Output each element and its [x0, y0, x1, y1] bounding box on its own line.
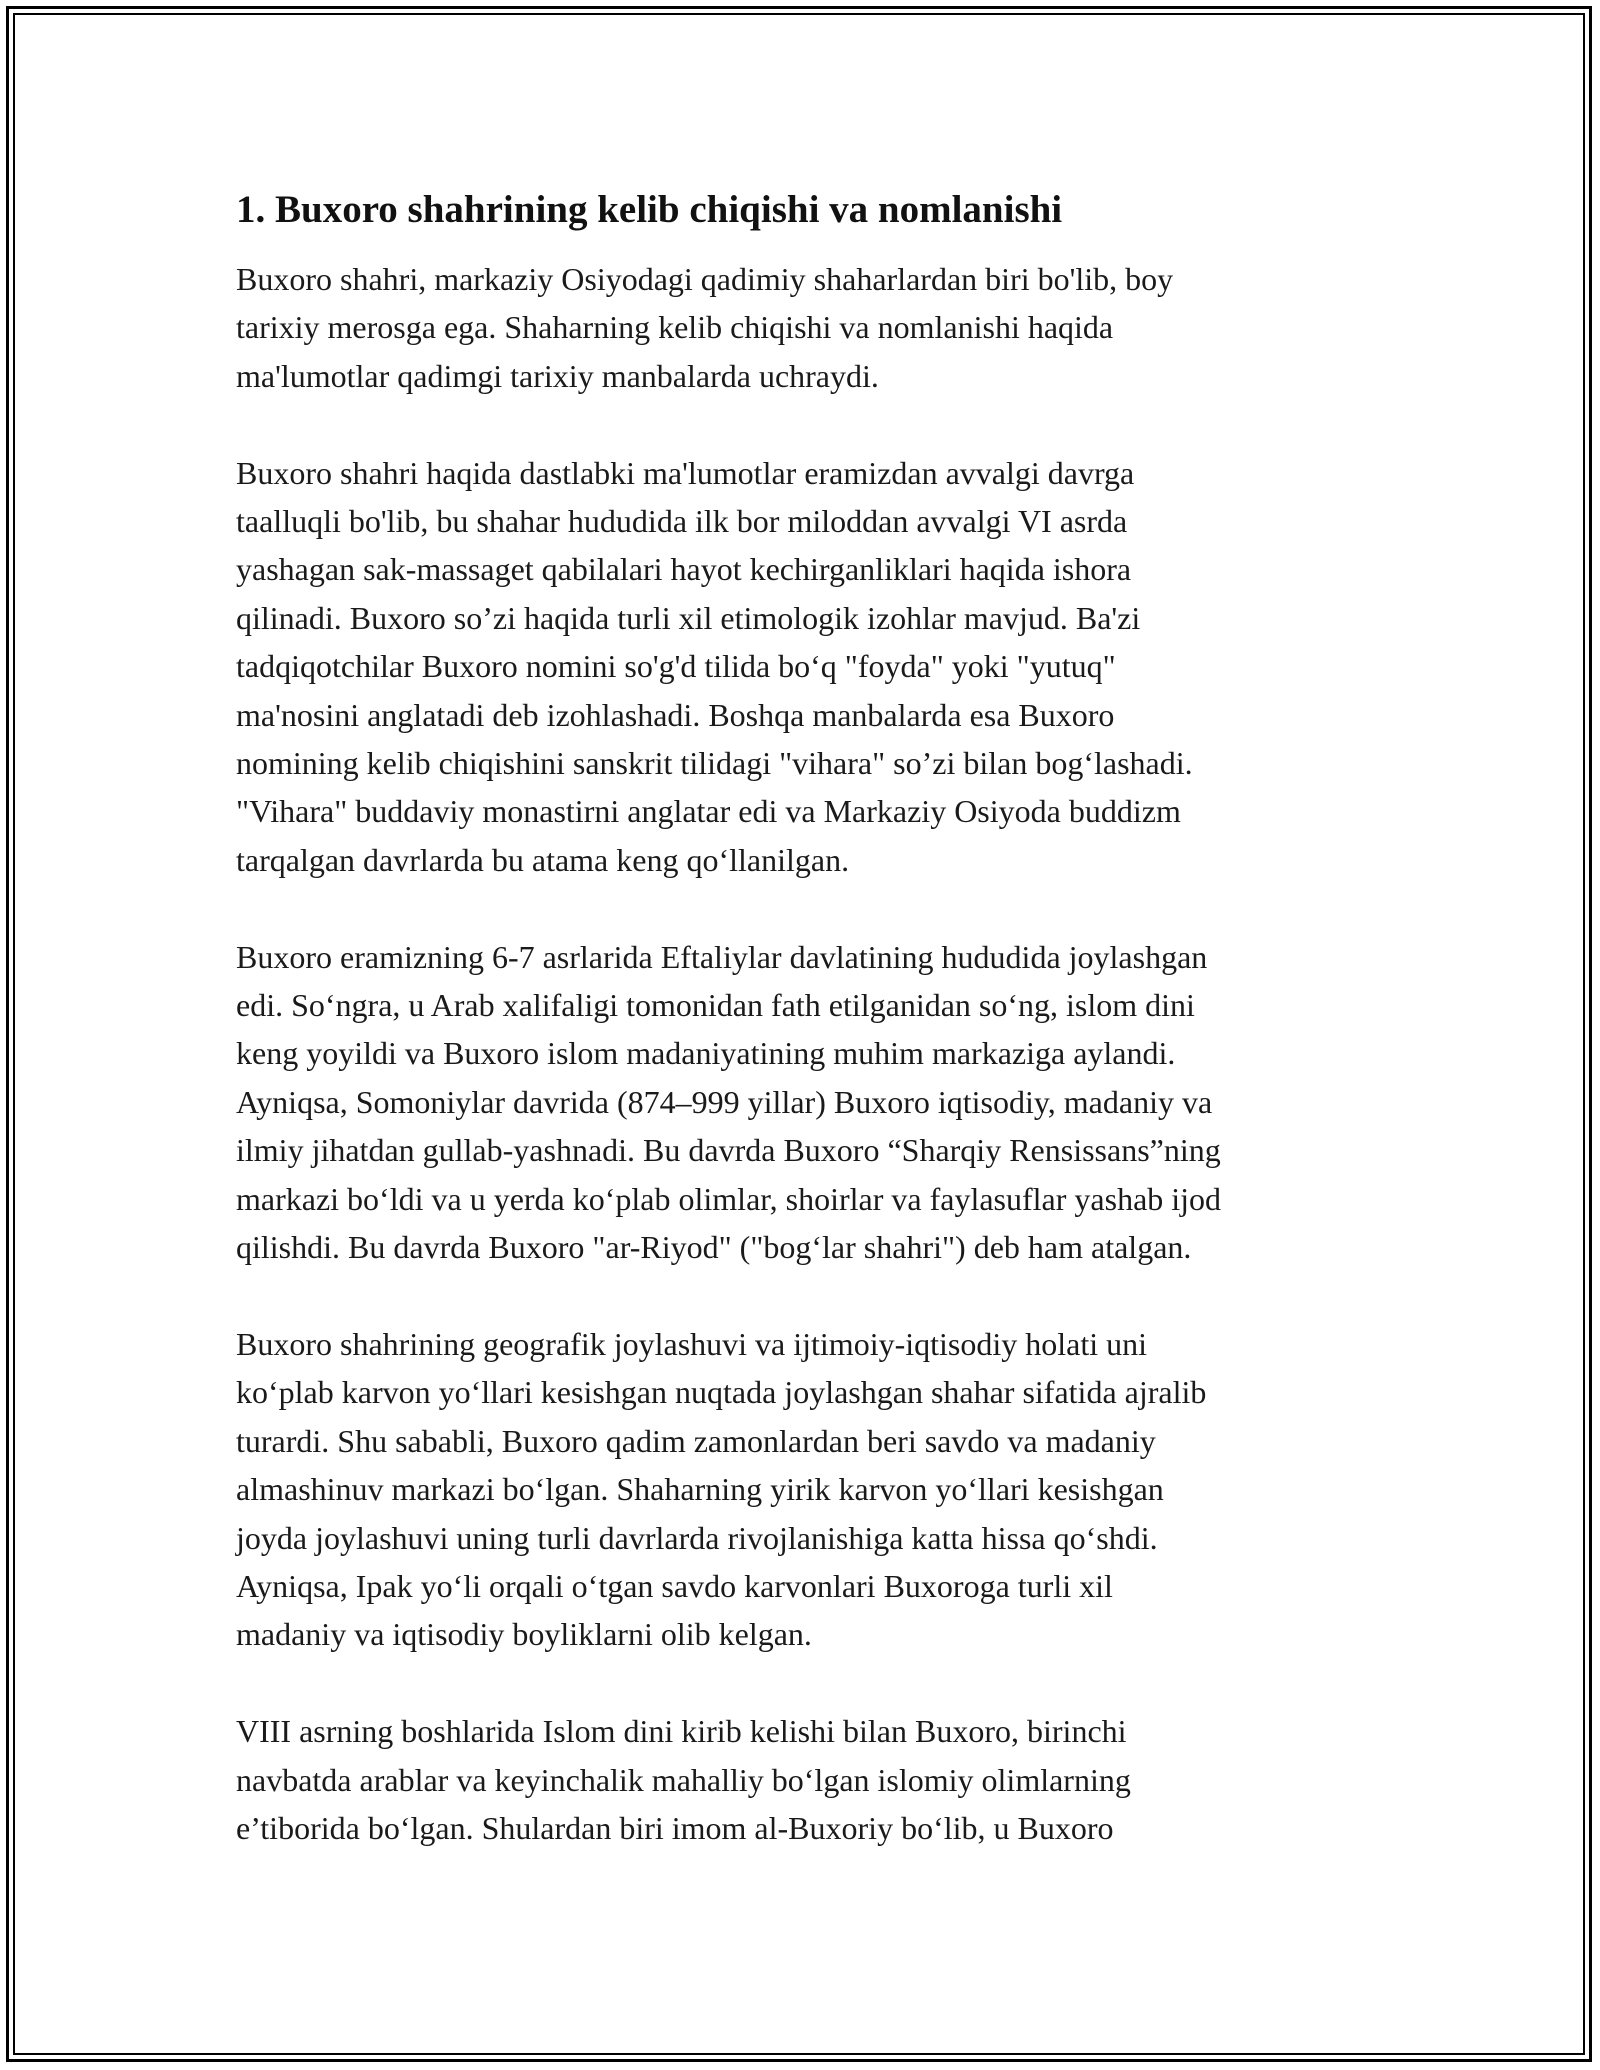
text-line: Buxoro shahri haqida dastlabki ma'lumotlar eramizdan avvalgi davrga — [236, 454, 1135, 491]
document-body — [236, 186, 1386, 1901]
text-line: ma'nosini anglatadi deb izohlashadi. Boshqa manbalarda esa Buxoro — [236, 696, 1115, 733]
text-line: "Vihara" buddaviy monastirni anglatar edi va Markaziy Osiyoda buddizm — [236, 793, 1181, 830]
text-line: taalluqli bo'lib, bu shahar hududida ilk bor miloddan avvalgi VI asrda — [236, 503, 1128, 540]
text-line: e’tiborida bo‘lgan. Shulardan biri imom al-Buxoriy bo‘lib, u Buxoro — [236, 1809, 1114, 1846]
text-line: Ayniqsa, Ipak yo‘li orqali o‘tgan savdo karvonlari Buxoroga turli xil — [236, 1567, 1113, 1604]
text-line: joyda joylashuvi uning turli davrlarda rivojlanishiga katta hissa qo‘shdi. — [236, 1519, 1158, 1556]
paragraph-3 — [236, 933, 1386, 1272]
paragraph-4 — [236, 1320, 1386, 1659]
text-line: yashagan sak-massaget qabilalari hayot kechirganliklari haqida ishora — [236, 551, 1132, 588]
text-line: Buxoro shahrining geografik joylashuvi va ijtimoiy-iqtisodiy holati uni — [236, 1325, 1148, 1362]
paragraph-2 — [236, 449, 1386, 885]
text-line: tadqiqotchilar Buxoro nomini so'g'd tilida bo‘q "foyda" yoki "yutuq" — [236, 648, 1116, 685]
text-line: ko‘plab karvon yo‘llari kesishgan nuqtada joylashgan shahar sifatida ajralib — [236, 1374, 1207, 1411]
text-line: nomining kelib chiqishini sanskrit tilidagi "vihara" so’zi bilan bog‘lashadi. — [236, 745, 1193, 782]
text-line: qilinadi. Buxoro so’zi haqida turli xil etimologik izohlar mavjud. Ba'zi — [236, 599, 1141, 636]
text-line: markazi bo‘ldi va u yerda ko‘plab olimlar, shoirlar va faylasuflar yashab ijod — [236, 1180, 1222, 1217]
text-line: Buxoro shahri, markaziy Osiyodagi qadimiy shaharlardan biri bo'lib, boy — [236, 261, 1174, 297]
text-line: navbatda arablar va keyinchalik mahalliy bo‘lgan islomiy olimlarning — [236, 1761, 1131, 1798]
text-line: ma'lumotlar qadimgi tarixiy manbalarda uchraydi. — [236, 357, 879, 394]
text-line: VIII asrning boshlarida Islom dini kirib kelishi bilan Buxoro, birinchi — [236, 1713, 1127, 1750]
text-line: keng yoyildi va Buxoro islom madaniyatining muhim markaziga aylandi. — [236, 1035, 1176, 1072]
text-line: ilmiy jihatdan gullab-yashnadi. Bu davrda Buxoro “Sharqiy Rensissans”ning — [236, 1132, 1221, 1169]
text-line: Ayniqsa, Somoniylar davrida (874–999 yillar) Buxoro iqtisodiy, madaniy va — [236, 1083, 1213, 1120]
paragraph-1 — [236, 255, 1386, 400]
paragraph-5 — [236, 1707, 1386, 1852]
text-line: madaniy va iqtisodiy boyliklarni olib kelgan. — [236, 1616, 812, 1653]
text-line: tarqalgan davrlarda bu atama keng qo‘llanilgan. — [236, 841, 850, 878]
text-line: Buxoro eramizning 6-7 asrlarida Eftaliylar davlatining hududida joylashgan — [236, 938, 1208, 975]
text-line: qilishdi. Bu davrda Buxoro "ar-Riyod" ("bog‘lar shahri") deb ham atalgan. — [236, 1229, 1192, 1266]
section-heading: 1. Buxoro shahrining kelib chiqishi va nomlanishi — [236, 188, 1063, 231]
text-line: edi. So‘ngra, u Arab xalifaligi tomonidan fath etilganidan so‘ng, islom dini — [236, 987, 1195, 1024]
text-line: tarixiy merosga ega. Shaharning kelib chiqishi va nomlanishi haqida — [236, 309, 1114, 346]
text-line: almashinuv markazi bo‘lgan. Shaharning yirik karvon yo‘llari kesishgan — [236, 1471, 1164, 1508]
text-line: turardi. Shu sababli, Buxoro qadim zamonlardan beri savdo va madaniy — [236, 1422, 1156, 1459]
